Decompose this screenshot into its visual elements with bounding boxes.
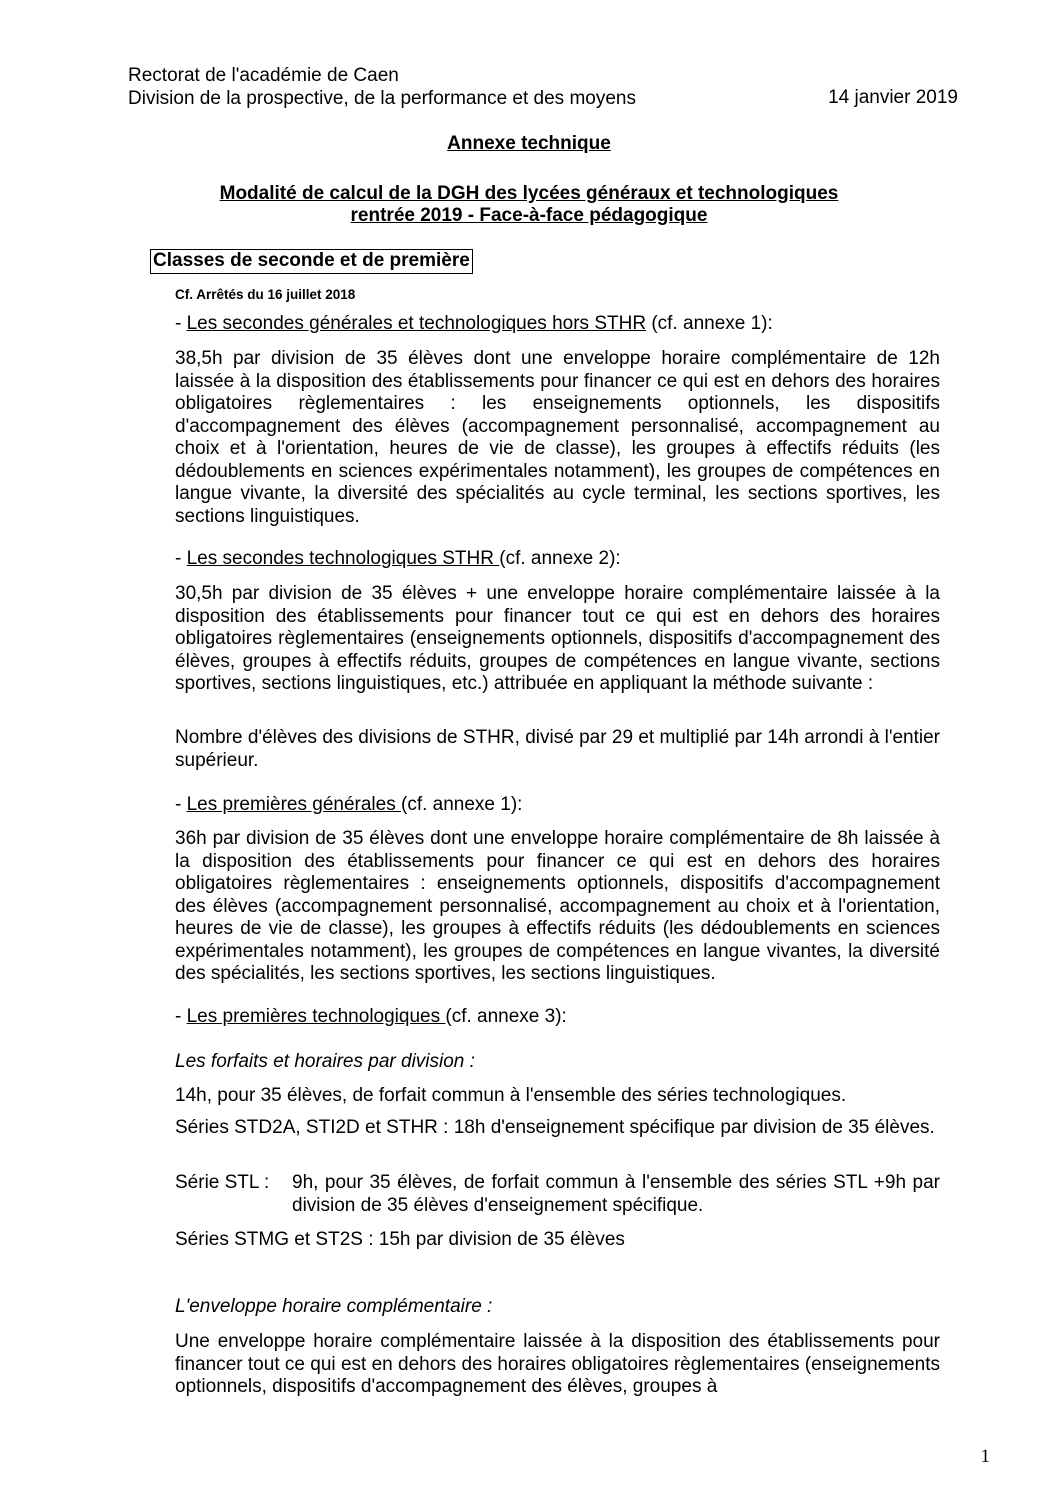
document-subtitle-line-2: rentrée 2019 - Face-à-face pédagogique xyxy=(350,205,708,226)
paragraph-std2a-sti2d-sthr: Séries STD2A, STI2D et STHR : 18h d'enseignement spécifique par division de 35 élèves. xyxy=(175,1117,935,1138)
subsection-premieres-generales: - Les premières générales (cf. annexe 1): xyxy=(175,794,523,815)
heading-enveloppe: L'enveloppe horaire complémentaire : xyxy=(175,1296,493,1317)
subsection-premieres-technologiques: - Les premières technologiques (cf. annexe 3): xyxy=(175,1006,567,1027)
paragraph-enveloppe: Une enveloppe horaire complémentaire laissée à la disposition des établissements pour financer tout ce qui est en dehors des horaires obligatoires règlementaires (enseignements optionnels, dispositifs d'accompagnement des élèves, groupes à xyxy=(175,1331,940,1397)
document-subtitle-line-1: Modalité de calcul de la DGH des lycées généraux et technologiques xyxy=(219,183,839,204)
subsection-secondes-gt-label: Les secondes générales et technologiques hors STHR xyxy=(186,313,647,334)
paragraph-secondes-gt: 38,5h par division de 35 élèves dont une enveloppe horaire complémentaire de 12h laissée à la disposition des établissements pour financer ce qui est en dehors des horaires obligatoires règlementaires : les enseignements optionnels, les dispositifs d'accompagnement des élèves (accompagnement personnalisé, accompagnement au choix et à l'orientation, heures de vie de classe), les groupes à effectifs réduits (les dédoublements en sciences expérimentales notamment), les groupes de compétences en langue vivante, la diversité des spécialités au cycle terminal, les sections sportives, les sections linguistiques. xyxy=(175,348,940,527)
subsection-premieres-generales-label: Les premières générales xyxy=(186,794,401,815)
header-date: 14 janvier 2019 xyxy=(828,87,958,108)
header-division: Division de la prospective, de la performance et des moyens xyxy=(128,87,636,109)
subsection-secondes-sthr: - Les secondes technologiques STHR (cf. annexe 2): xyxy=(175,548,621,569)
paragraph-premieres-generales: 36h par division de 35 élèves dont une enveloppe horaire complémentaire de 8h laissée à la disposition des établissements pour financer ce qui est en dehors des horaires obligatoires règlementaires : enseignements optionnels, dispositifs d'accompagnement des élèves (accompagnement personnalisé, accompagnement au choix et à l'orientation, heures de vie de classe), les groupes à effectifs réduits (les dédoublements en sciences expérimentales notamment), les groupes de compétences en langue vivantes, la diversité des spécialités, les sections sportives, les sections linguistiques. xyxy=(175,828,940,984)
section-reference: Cf. Arrêtés du 16 juillet 2018 xyxy=(175,287,356,302)
page-number: 1 xyxy=(980,1446,990,1467)
subsection-secondes-sthr-label: Les secondes technologiques STHR xyxy=(186,548,500,569)
paragraph-sthr-method: Nombre d'élèves des divisions de STHR, divisé par 29 et multiplié par 14h arrondi à l'entier supérieur. xyxy=(175,727,940,771)
paragraph-forfait-commun: 14h, pour 35 élèves, de forfait commun à l'ensemble des séries technologiques. xyxy=(175,1085,847,1106)
subsection-secondes-gt: - Les secondes générales et technologiques hors STHR (cf. annexe 1): xyxy=(175,313,773,334)
section-heading: Classes de seconde et de première xyxy=(150,249,473,274)
paragraph-serie-stl: 9h, pour 35 élèves, de forfait commun à l'ensemble des séries STL +9h par division de 35 élèves d'enseignement spécifique. xyxy=(292,1172,940,1216)
subsection-premieres-technologiques-label: Les premières technologiques xyxy=(186,1006,446,1027)
paragraph-secondes-sthr: 30,5h par division de 35 élèves + une enveloppe horaire complémentaire laissée à la disposition des établissements pour financer tout ce qui est en dehors des horaires obligatoires règlementaires (enseignements optionnels, dispositifs d'accompagnement des élèves, groupes à effectifs réduits, groupes de compétences en langue vivante, sections sportives, sections linguistiques, etc.) attribuée en appliquant la méthode suivante : xyxy=(175,583,940,694)
document-header xyxy=(128,65,958,110)
label-serie-stl: Série STL : xyxy=(175,1172,270,1193)
paragraph-stmg-st2s: Séries STMG et ST2S : 15h par division de 35 élèves xyxy=(175,1229,625,1250)
header-rectorat: Rectorat de l'académie de Caen xyxy=(128,65,399,86)
heading-forfaits: Les forfaits et horaires par division : xyxy=(175,1051,475,1072)
document-title: Annexe technique xyxy=(447,133,611,154)
